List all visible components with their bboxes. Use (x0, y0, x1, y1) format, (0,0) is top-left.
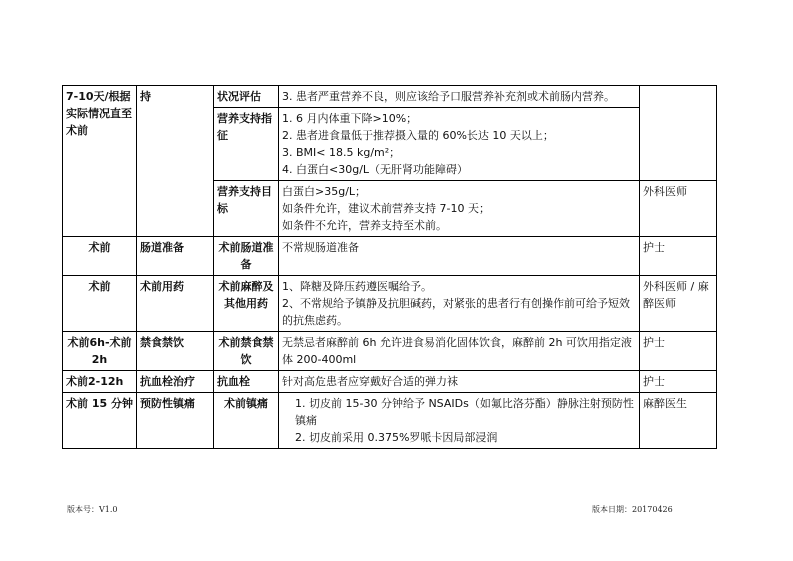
item-label-cell: 术前肠道准备 (214, 237, 279, 276)
owner-cell-empty (640, 86, 717, 181)
phase-cell: 术前2-12h (63, 371, 137, 393)
owner-cell: 护士 (640, 332, 717, 371)
owner-cell: 护士 (640, 237, 717, 276)
category-cell: 预防性镇痛 (137, 393, 214, 449)
category-cell: 禁食禁饮 (137, 332, 214, 371)
protocol-table (62, 85, 717, 449)
phase-cell: 术前 (63, 276, 137, 332)
item-label-cell: 抗血栓 (214, 371, 279, 393)
table-row (63, 332, 717, 371)
owner-cell: 外科医师 / 麻醉医师 (640, 276, 717, 332)
table-row (63, 393, 717, 449)
footer-version: 版本号：V1.0 (67, 505, 118, 514)
content-cell: 无禁忌者麻醉前 6h 允许进食易消化固体饮食，麻醉前 2h 可饮用指定液体 200-400ml (279, 332, 640, 371)
phase-cell: 术前 15 分钟 (63, 393, 137, 449)
owner-cell: 外科医师 (640, 181, 717, 237)
content-cell: 1. 6 月内体重下降>10%； 2. 患者进食量低于推荐摄入量的 60%长达 10 天以上； 3. BMI< 18.5 kg/m²； 4. 白蛋白<30g/L（无肝肾功能障碍） (279, 108, 640, 181)
category-cell: 肠道准备 (137, 237, 214, 276)
item-label-cell: 术前禁食禁饮 (214, 332, 279, 371)
content-cell: 针对高危患者应穿戴好合适的弹力袜 (279, 371, 640, 393)
content-cell: 白蛋白>35g/L； 如条件允许，建议术前营养支持 7-10 天； 如条件不允许，营养支持至术前。 (279, 181, 640, 237)
item-label-cell: 营养支持指征 (214, 108, 279, 181)
footer-date: 版本日期：20170426 (592, 505, 673, 514)
category-cell: 持 (137, 86, 214, 237)
table-row (63, 86, 717, 108)
table-row (63, 371, 717, 393)
category-cell: 抗血栓治疗 (137, 371, 214, 393)
phase-cell: 术前 (63, 237, 137, 276)
phase-cell: 术前6h-术前2h (63, 332, 137, 371)
owner-cell: 护士 (640, 371, 717, 393)
item-label-cell: 状况评估 (214, 86, 279, 108)
content-cell: 不常规肠道准备 (279, 237, 640, 276)
owner-cell: 麻醉医生 (640, 393, 717, 449)
content-cell: 3. 患者严重营养不良，则应该给予口服营养补充剂或术前肠内营养。 (279, 86, 640, 108)
phase-cell: 7-10天/根据实际情况直至术前 (63, 86, 137, 237)
content-cell: 1、降糖及降压药遵医嘱给予。 2、不常规给予镇静及抗胆碱药，对紧张的患者行有创操作前可给予短效的抗焦虑药。 (279, 276, 640, 332)
category-cell: 术前用药 (137, 276, 214, 332)
item-label-cell: 术前镇痛 (214, 393, 279, 449)
content-cell: 1. 切皮前 15-30 分钟给予 NSAIDs（如氟比洛芬酯）静脉注射预防性镇痛 2. 切皮前采用 0.375%罗哌卡因局部浸润 (279, 393, 640, 449)
table-row (63, 276, 717, 332)
table-row (63, 237, 717, 276)
item-label-cell: 营养支持目标 (214, 181, 279, 237)
item-label-cell: 术前麻醉及其他用药 (214, 276, 279, 332)
